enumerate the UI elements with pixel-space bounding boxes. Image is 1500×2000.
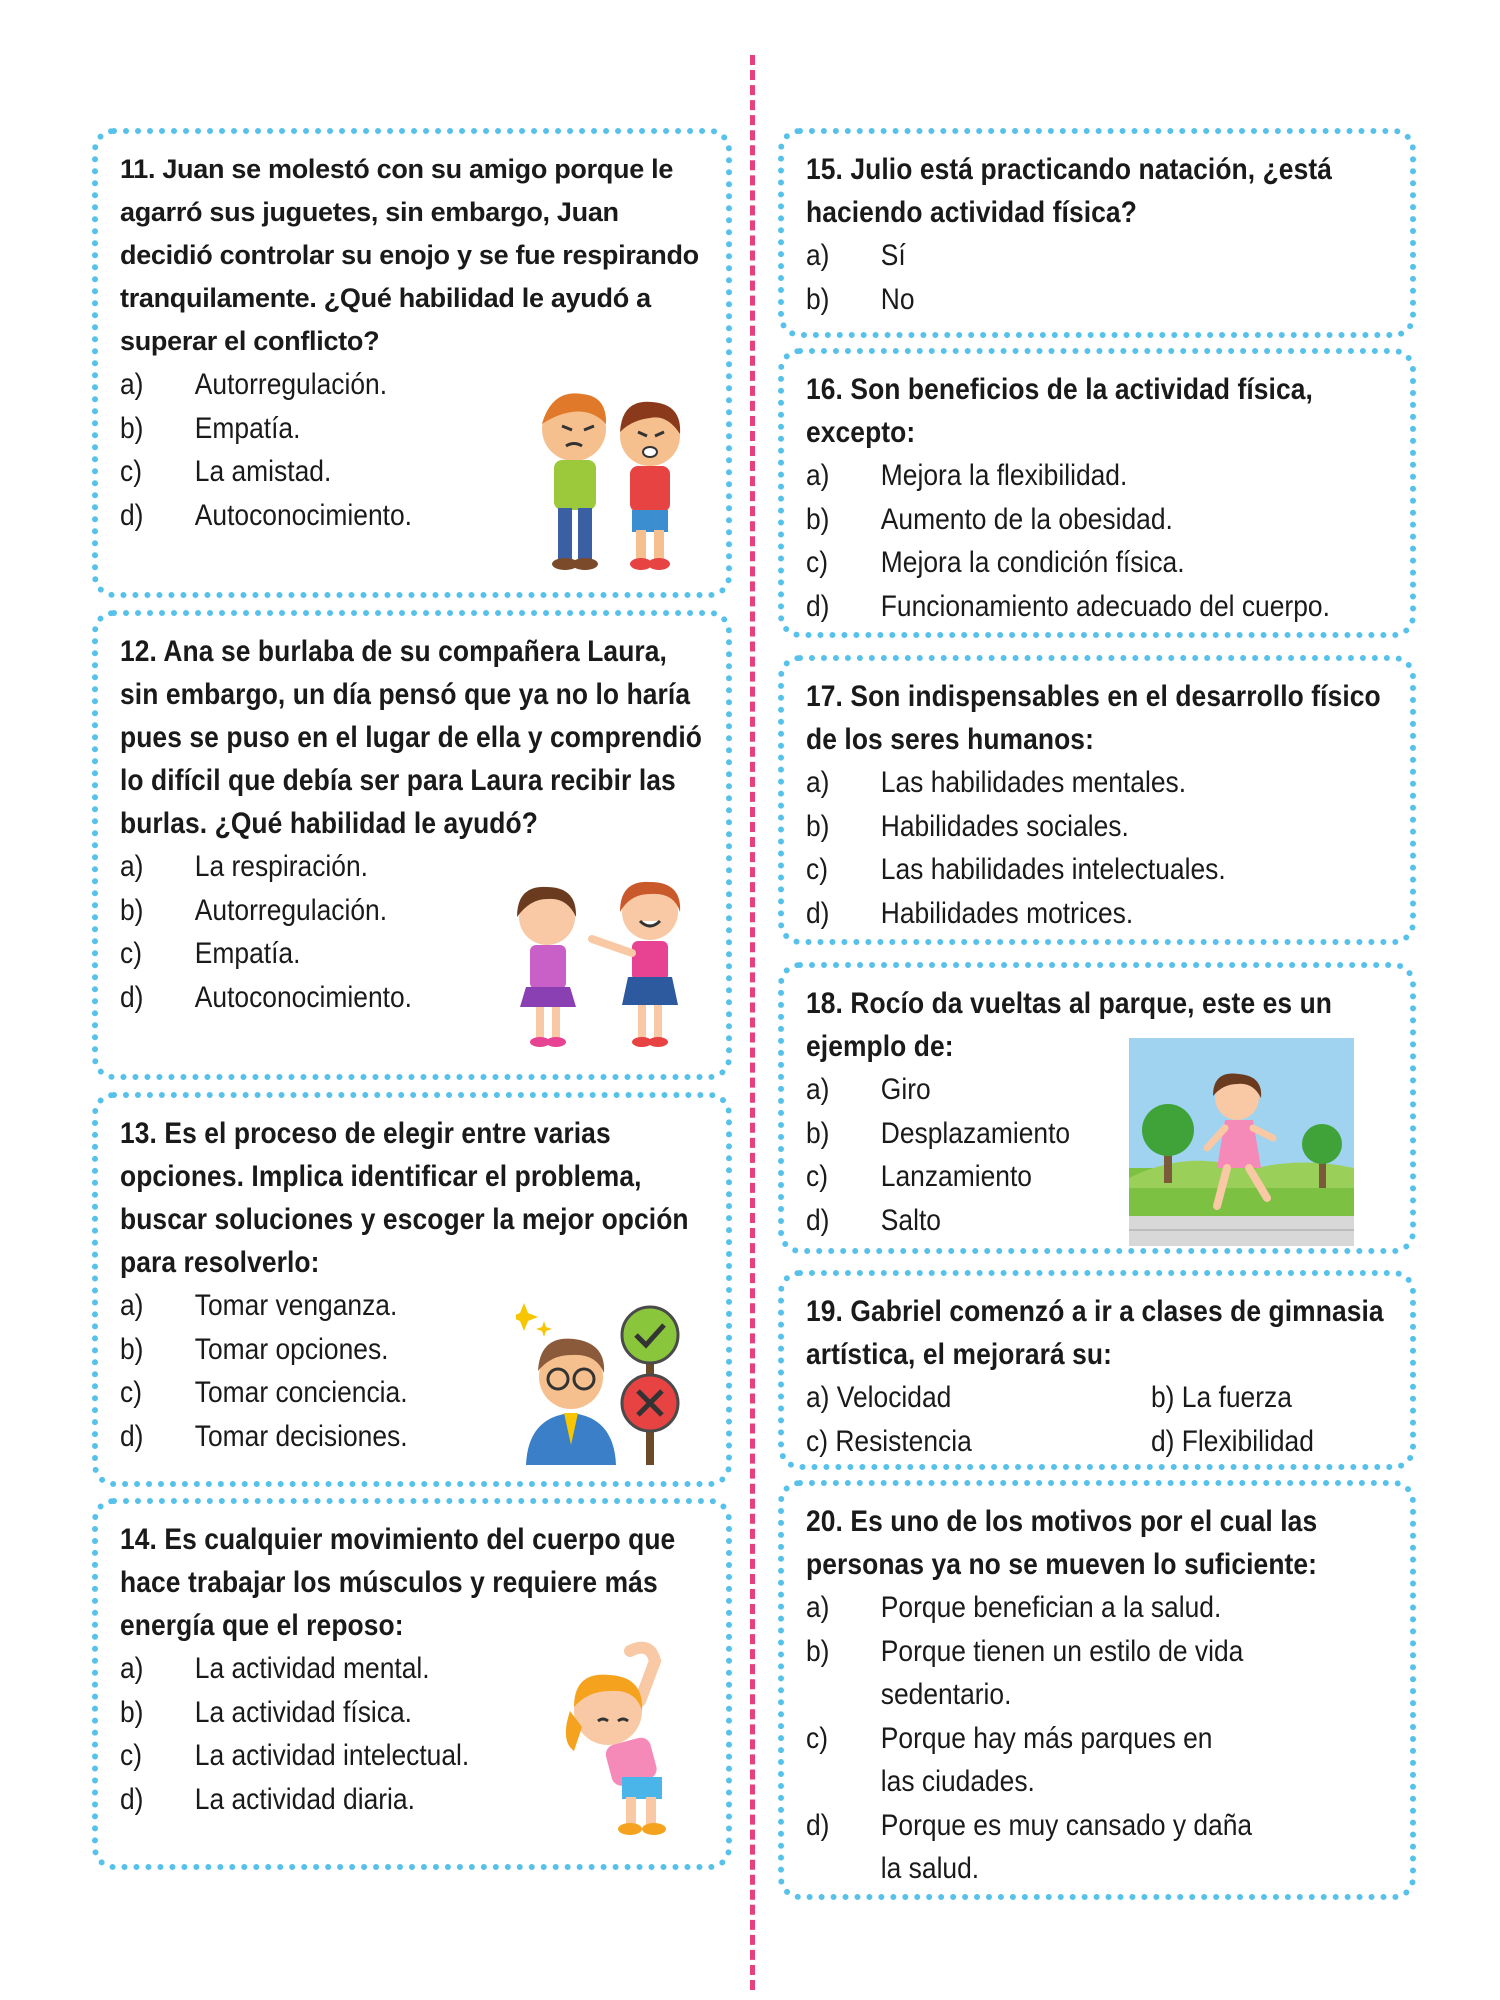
question-card-17 [778,655,1416,945]
option-a[interactable]: a) Autorregulación. [120,368,388,401]
option-c[interactable]: c) La amistad. [120,455,332,488]
question-text: 15. Julio está practicando natación, ¿está haciendo actividad física? [806,153,1333,229]
option-c[interactable]: c) La actividad intelectual. [120,1739,470,1772]
question-card-19 [778,1270,1416,1470]
option-a[interactable]: a) La actividad mental. [120,1652,430,1685]
option-b[interactable]: b) Porque tienen un estilo de vida sedentario. [806,1634,1244,1711]
center-divider [750,55,755,1990]
option-b[interactable]: b) La fuerza [1151,1381,1292,1414]
option-b[interactable]: b) Desplazamiento [806,1116,1071,1150]
option-a[interactable]: a) La respiración. [120,850,368,883]
option-a[interactable]: a) Porque benefician a la salud. [806,1591,1222,1624]
option-c[interactable]: c) Tomar conciencia. [120,1376,408,1409]
question-text: 17. Son indispensables en el desarrollo físico de los seres humanos: [806,680,1381,756]
question-text: 14. Es cualquier movimiento del cuerpo que hace trabajar los músculos y requiere más energía que el reposo: [120,1523,676,1642]
option-a[interactable]: a) Velocidad [806,1381,952,1414]
option-b[interactable]: b) La actividad física. [120,1695,412,1729]
question-text: 13. Es el proceso de elegir entre varias opciones. Implica identificar el problema, buscar soluciones y escoger la mejor opción para resolverlo: [120,1117,689,1279]
option-d[interactable]: d) Porque es muy cansado y daña la salud. [806,1808,1253,1885]
girls-mocking-icon [492,877,702,1052]
option-a[interactable]: a) Mejora la flexibilidad. [806,459,1128,492]
question-text: 12. Ana se burlaba de su compañera Laura, sin embargo, un día pensó que ya no lo haría pues se puso en el lugar de ella y comprendió lo difícil que debía ser para Laura recibir las burlas. ¿Qué habilidad le ayudó? [120,635,702,840]
option-c[interactable]: c) Resistencia [806,1424,972,1458]
option-b[interactable]: b) Habilidades sociales. [806,809,1129,843]
option-a[interactable]: a) Sí [806,239,906,272]
question-card-12 [92,610,732,1080]
question-text: 16. Son beneficios de la actividad física, excepto: [806,373,1313,449]
options-list [806,761,1388,935]
option-d[interactable]: d) Tomar decisiones. [120,1419,408,1453]
question-card-13 [92,1092,732,1487]
stretching-girl-icon [560,1641,690,1836]
option-d[interactable]: d) Salto [806,1203,941,1237]
question-card-15 [778,128,1416,338]
question-text: 11. Juan se molestó con su amigo porque le agarró sus juguetes, sin embargo, Juan decidió controlar su enojo y se fue respirando tranquilamente. ¿Qué habilidad le ayudó a superar el conflicto? [120,154,699,356]
option-b[interactable]: b) Empatía. [120,411,301,445]
running-girl-park-icon [1129,1038,1354,1246]
option-d[interactable]: d) Habilidades motrices. [806,896,1134,930]
question-card-16 [778,348,1416,638]
options-list [806,454,1388,628]
option-c[interactable]: c) Las habilidades intelectuales. [806,853,1226,886]
option-d[interactable]: d) La actividad diaria. [120,1782,415,1816]
option-c[interactable]: c) Empatía. [120,937,301,970]
option-c[interactable]: c) Lanzamiento [806,1160,1032,1193]
option-d[interactable]: d) Funcionamiento adecuado del cuerpo. [806,589,1330,623]
option-d[interactable]: d) Flexibilidad [1151,1424,1314,1458]
option-d[interactable]: d) Autoconocimiento. [120,980,412,1014]
options-grid [806,1376,1388,1463]
option-b[interactable]: b) No [806,282,915,316]
question-card-20 [778,1480,1416,1900]
option-a[interactable]: a) Las habilidades mentales. [806,766,1187,799]
question-card-18 [778,962,1416,1254]
option-c[interactable]: c) Porque hay más parques en las ciudades. [806,1721,1213,1798]
question-text: 20. Es uno de los motivos por el cual las personas ya no se mueven lo suficiente: [806,1505,1318,1581]
decision-man-icon [516,1295,686,1465]
angry-boys-icon [522,384,702,574]
question-text: 18. Rocío da vueltas al parque, este es un ejemplo de: [806,987,1333,1063]
question-card-14 [92,1498,732,1870]
option-d[interactable]: d) Autoconocimiento. [120,498,412,532]
option-a[interactable]: a) Tomar venganza. [120,1289,398,1322]
question-text: 19. Gabriel comenzó a ir a clases de gimnasia artística, el mejorará su: [806,1295,1384,1371]
question-card-11 [92,128,732,598]
option-b[interactable]: b) Aumento de la obesidad. [806,502,1173,536]
options-list [806,1586,1388,1891]
option-a[interactable]: a) Giro [806,1073,931,1106]
option-b[interactable]: b) Tomar opciones. [120,1332,389,1366]
option-b[interactable]: b) Autorregulación. [120,893,388,927]
option-c[interactable]: c) Mejora la condición física. [806,546,1185,579]
options-list [806,234,1388,321]
